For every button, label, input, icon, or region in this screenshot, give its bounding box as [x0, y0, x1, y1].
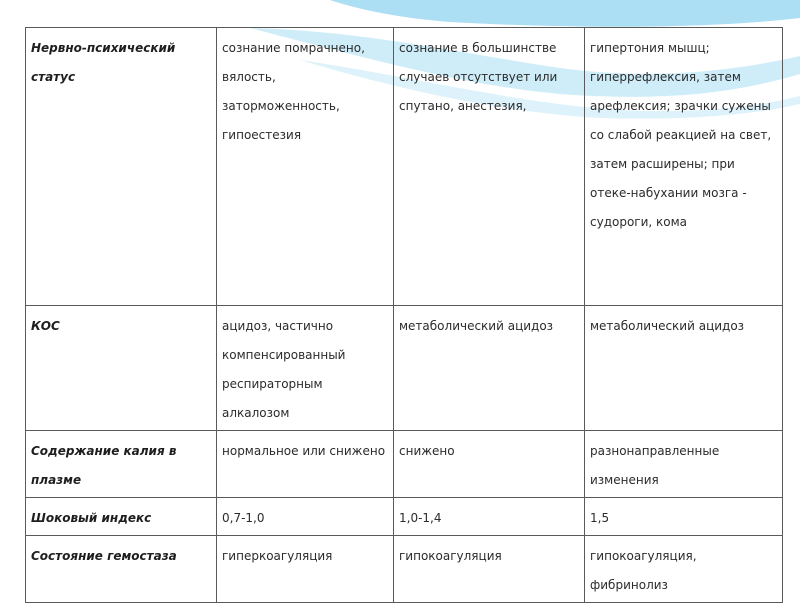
row-header: Состояние гемостаза: [26, 536, 217, 603]
table-cell: нормальное или снижено: [217, 431, 394, 498]
table-cell: гипокоагуляция, фибринолиз: [585, 536, 783, 603]
table-row: [26, 28, 783, 306]
table-row: [26, 431, 783, 498]
table-cell: ацидоз, частично компенсированный респираторным алкалозом: [217, 306, 394, 431]
table-cell: сознание в большинстве случаев отсутствует или спутано, анестезия,: [394, 28, 585, 306]
table-cell: снижено: [394, 431, 585, 498]
table-row: [26, 306, 783, 431]
comparison-table: [25, 27, 783, 603]
table-row: [26, 536, 783, 603]
row-header: КОС: [26, 306, 217, 431]
row-header: Содержание калия в плазме: [26, 431, 217, 498]
table-row: [26, 498, 783, 536]
table-cell: гиперкоагуляция: [217, 536, 394, 603]
table-cell: разнонаправленные изменения: [585, 431, 783, 498]
wave-band-top: [330, 0, 800, 27]
table-cell: сознание помрачнено, вялость, заторможенность, гипоестезия: [217, 28, 394, 306]
table-cell: метаболический ацидоз: [394, 306, 585, 431]
row-header: Шоковый индекс: [26, 498, 217, 536]
table-cell: 1,0-1,4: [394, 498, 585, 536]
table-cell: 1,5: [585, 498, 783, 536]
table-cell: гипокоагуляция: [394, 536, 585, 603]
table-cell: 0,7-1,0: [217, 498, 394, 536]
table-cell: гипертония мышц; гиперрефлексия, затем арефлексия; зрачки сужены со слабой реакцией на свет, затем расширены; при отеке-набухании мозга - судороги, кома: [585, 28, 783, 306]
table-cell: метаболический ацидоз: [585, 306, 783, 431]
row-header: Нервно-психический статус: [26, 28, 217, 306]
